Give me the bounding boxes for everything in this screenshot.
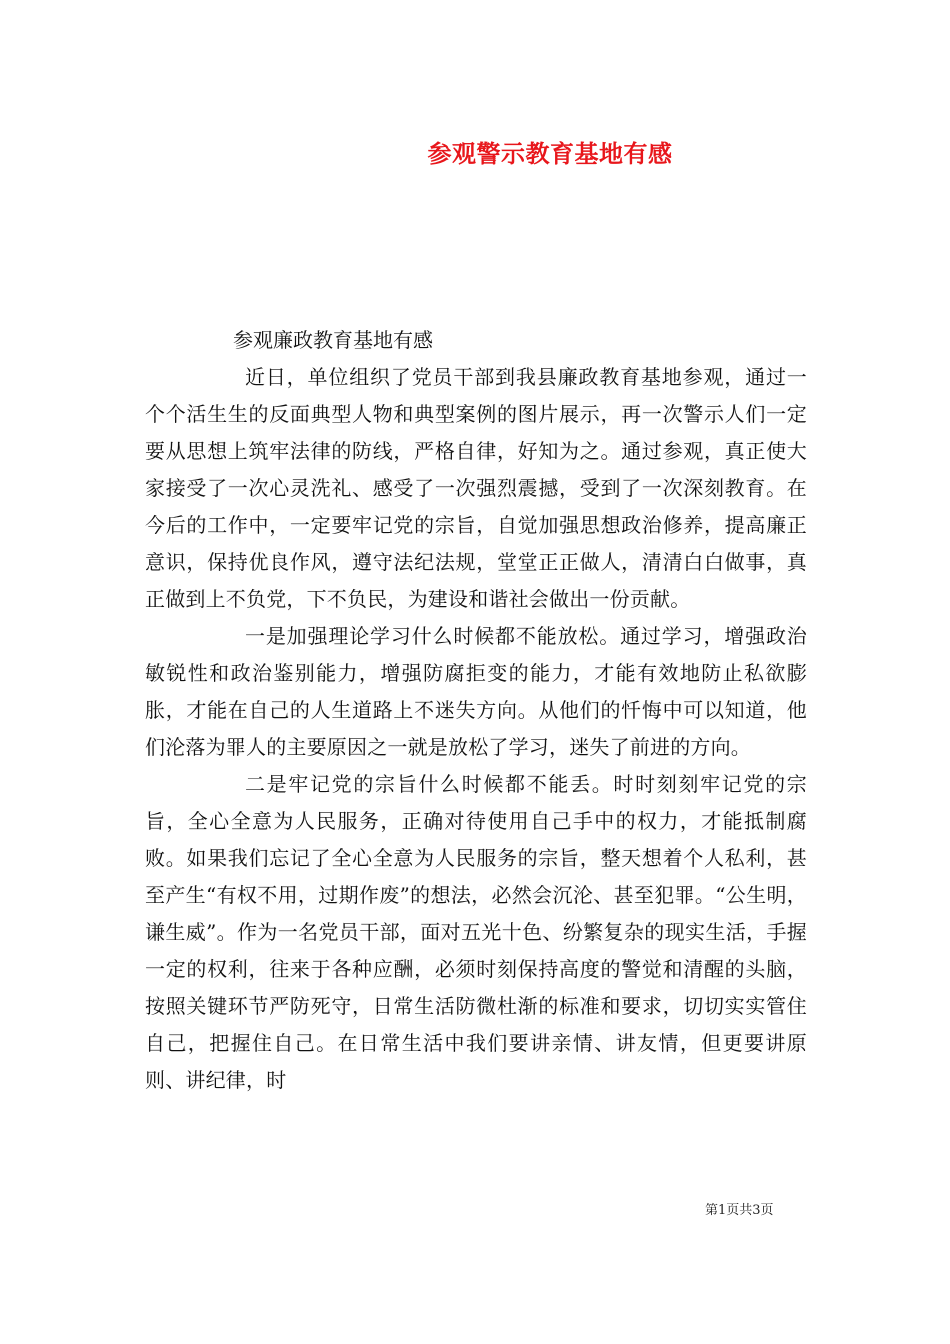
- document-subtitle: 参观廉政教育基地有感: [233, 328, 433, 352]
- paragraph-intro: 近日，单位组织了党员干部到我县廉政教育基地参观，通过一个个活生生的反面典型人物和典型案例的图片展示，再一次警示人们一定要从思想上筑牢法律的防线，严格自律，好知为之。通过参观，真正使大家接受了一次心灵洗礼、感受了一次强烈震撼，受到了一次深刻教育。在今后的工作中，一定要牢记党的宗旨，自觉加强思想政治修养，提高廉正意识，保持优良作风，遵守法纪法规，堂堂正正做人，清清白白做事，真正做到上不负党，下不负民，为建设和谐社会做出一份贡献。: [145, 365, 807, 611]
- document-body: [145, 322, 807, 1099]
- document-title: 参观警示教育基地有感: [427, 139, 673, 168]
- paragraph-point-two: 二是牢记党的宗旨什么时候都不能丢。时时刻刻牢记党的宗旨，全心全意为人民服务，正确对待使用自己手中的权力，才能抵制腐败。如果我们忘记了全心全意为人民服务的宗旨，整天想着个人私利，甚至产生“有权不用，过期作废”的想法，必然会沉沦、甚至犯罪。“公生明，谦生威”。作为一名党员干部，面对五光十色、纷繁复杂的现实生活，手握一定的权利，往来于各种应酬，必须时刻保持高度的警觉和清醒的头脑，按照关键环节严防死守，日常生活防微杜渐的标准和要求，切切实实管住自己，把握住自己。在日常生活中我们要讲亲情、讲友情，但更要讲原则、讲纪律，时: [145, 772, 807, 1092]
- page-number-footer: 第1页共3页: [705, 1203, 774, 1218]
- paragraph-point-one: 一是加强理论学习什么时候都不能放松。通过学习，增强政治敏锐性和政治鉴别能力，增强防腐拒变的能力，才能有效地防止私欲膨胀，才能在自己的人生道路上不迷失方向。从他们的忏悔中可以知道，他们沦落为罪人的主要原因之一就是放松了学习，迷失了前进的方向。: [145, 624, 807, 759]
